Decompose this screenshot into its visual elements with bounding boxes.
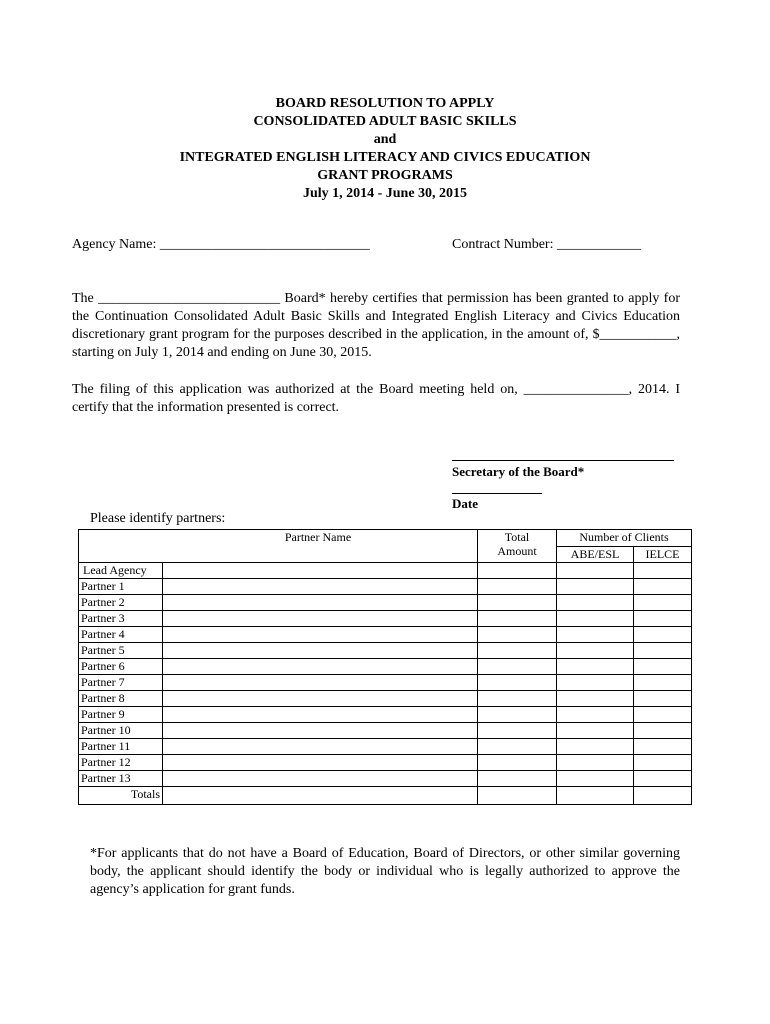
total-amount-cell[interactable] [478, 579, 557, 595]
table-row [79, 595, 692, 611]
partners-table [78, 529, 692, 805]
partner-name-cell[interactable] [163, 579, 478, 595]
ielce-cell[interactable] [634, 675, 692, 691]
table-header-row [79, 530, 692, 547]
secretary-signature-line[interactable] [452, 460, 674, 461]
total-amount-cell[interactable] [478, 771, 557, 787]
table-row [79, 691, 692, 707]
partner-name-cell[interactable] [163, 675, 478, 691]
abe-esl-cell[interactable] [557, 707, 634, 723]
title-line-1: BOARD RESOLUTION TO APPLY [275, 96, 495, 111]
title-line-3: and [373, 132, 397, 147]
totals-ielce-cell[interactable] [634, 787, 692, 805]
table-row [79, 707, 692, 723]
ielce-cell[interactable] [634, 691, 692, 707]
ielce-cell[interactable] [634, 595, 692, 611]
row-label: Partner 6 [79, 659, 163, 675]
table-row [79, 643, 692, 659]
total-amount-cell[interactable] [478, 691, 557, 707]
total-amount-cell[interactable] [478, 563, 557, 579]
table-row [79, 675, 692, 691]
total-amount-cell[interactable] [478, 755, 557, 771]
partner-name-cell[interactable] [163, 659, 478, 675]
ielce-cell[interactable] [634, 611, 692, 627]
partner-name-cell[interactable] [163, 707, 478, 723]
abe-esl-cell[interactable] [557, 675, 634, 691]
row-label: Partner 9 [79, 707, 163, 723]
table-row [79, 723, 692, 739]
row-label: Partner 4 [79, 627, 163, 643]
title-line-4: INTEGRATED ENGLISH LITERACY AND CIVICS EDUCATION [179, 150, 591, 165]
authorization-paragraph: The filing of this application was authorized at the Board meeting held on, _______________, 2014. I certify that the information presented is correct. [72, 382, 680, 415]
secretary-label: Secretary of the Board* [452, 464, 585, 479]
row-label: Partner 3 [79, 611, 163, 627]
total-amount-cell[interactable] [478, 739, 557, 755]
total-amount-cell[interactable] [478, 707, 557, 723]
total-amount-cell[interactable] [478, 627, 557, 643]
ielce-cell[interactable] [634, 739, 692, 755]
partner-name-cell[interactable] [163, 563, 478, 579]
title-line-5: GRANT PROGRAMS [317, 168, 453, 183]
row-label: Partner 11 [79, 739, 163, 755]
partner-name-cell[interactable] [163, 723, 478, 739]
footnote: *For applicants that do not have a Board of Education, Board of Directors, or other similar governing body, the applicant should identify the body or individual who is legally authorized to approve the agency’s application for grant funds. [90, 846, 680, 897]
abe-esl-cell[interactable] [557, 739, 634, 755]
ielce-cell[interactable] [634, 579, 692, 595]
contract-number-field[interactable]: Contract Number: ____________ [452, 237, 641, 252]
totals-amount-cell[interactable] [478, 787, 557, 805]
totals-name-cell [163, 787, 478, 805]
total-amount-cell[interactable] [478, 611, 557, 627]
ielce-cell[interactable] [634, 627, 692, 643]
total-amount-cell[interactable] [478, 595, 557, 611]
row-label: Partner 12 [79, 755, 163, 771]
certification-paragraph: The __________________________ Board* hereby certifies that permission has been granted to apply for the Continuation Consolidated Adult Basic Skills and Integrated English Literacy and Civics Education discretionary grant program for the purposes described in the application, in the amount of, $___________, starting on July 1, 2014 and ending on June 30, 2015. [72, 291, 680, 360]
abe-esl-cell[interactable] [557, 755, 634, 771]
ielce-cell[interactable] [634, 771, 692, 787]
partner-name-cell[interactable] [163, 691, 478, 707]
table-row [79, 627, 692, 643]
ielce-cell[interactable] [634, 659, 692, 675]
abe-esl-cell[interactable] [557, 563, 634, 579]
row-label: Partner 2 [79, 595, 163, 611]
partners-heading: Please identify partners: [90, 511, 226, 526]
title-date-range: July 1, 2014 - June 30, 2015 [302, 186, 468, 201]
table-row [79, 563, 692, 579]
abe-esl-cell[interactable] [557, 659, 634, 675]
partner-name-cell[interactable] [163, 595, 478, 611]
table-row [79, 755, 692, 771]
ielce-cell[interactable] [634, 707, 692, 723]
abe-esl-cell[interactable] [557, 771, 634, 787]
total-amount-cell[interactable] [478, 723, 557, 739]
total-amount-cell[interactable] [478, 643, 557, 659]
abe-esl-cell[interactable] [557, 691, 634, 707]
totals-abe-cell[interactable] [557, 787, 634, 805]
row-label: Partner 5 [79, 643, 163, 659]
row-label: Partner 8 [79, 691, 163, 707]
table-row [79, 659, 692, 675]
partner-name-cell[interactable] [163, 643, 478, 659]
row-label: Lead Agency [79, 563, 163, 579]
ielce-cell[interactable] [634, 643, 692, 659]
agency-name-field[interactable]: Agency Name: ______________________________ [72, 237, 370, 252]
abe-esl-cell[interactable] [557, 595, 634, 611]
ielce-header: IELCE [634, 546, 692, 563]
table-row [79, 579, 692, 595]
row-label: Partner 10 [79, 723, 163, 739]
table-row [79, 771, 692, 787]
title-line-2: CONSOLIDATED ADULT BASIC SKILLS [253, 114, 517, 129]
abe-esl-header: ABE/ESL [557, 546, 634, 563]
totals-row [79, 787, 692, 805]
abe-esl-cell[interactable] [557, 723, 634, 739]
abe-esl-cell[interactable] [557, 627, 634, 643]
partner-name-cell[interactable] [163, 739, 478, 755]
partner-name-cell[interactable] [163, 771, 478, 787]
partner-name-cell[interactable] [163, 627, 478, 643]
partner-name-cell[interactable] [163, 611, 478, 627]
table-row [79, 739, 692, 755]
totals-label: Totals [79, 787, 163, 805]
ielce-cell[interactable] [634, 723, 692, 739]
abe-esl-cell[interactable] [557, 611, 634, 627]
abe-esl-cell[interactable] [557, 643, 634, 659]
row-label: Partner 1 [79, 579, 163, 595]
partner-name-header: Partner Name [79, 530, 478, 563]
ielce-cell[interactable] [634, 563, 692, 579]
date-label: Date [452, 496, 478, 511]
partner-name-cell[interactable] [163, 755, 478, 771]
total-amount-cell[interactable] [478, 675, 557, 691]
total-amount-cell[interactable] [478, 659, 557, 675]
number-of-clients-header: Number of Clients [557, 530, 692, 547]
row-label: Partner 7 [79, 675, 163, 691]
abe-esl-cell[interactable] [557, 579, 634, 595]
date-signature-line[interactable] [452, 493, 542, 494]
ielce-cell[interactable] [634, 755, 692, 771]
table-row [79, 611, 692, 627]
row-label: Partner 13 [79, 771, 163, 787]
total-amount-header: Total Amount [478, 530, 557, 563]
